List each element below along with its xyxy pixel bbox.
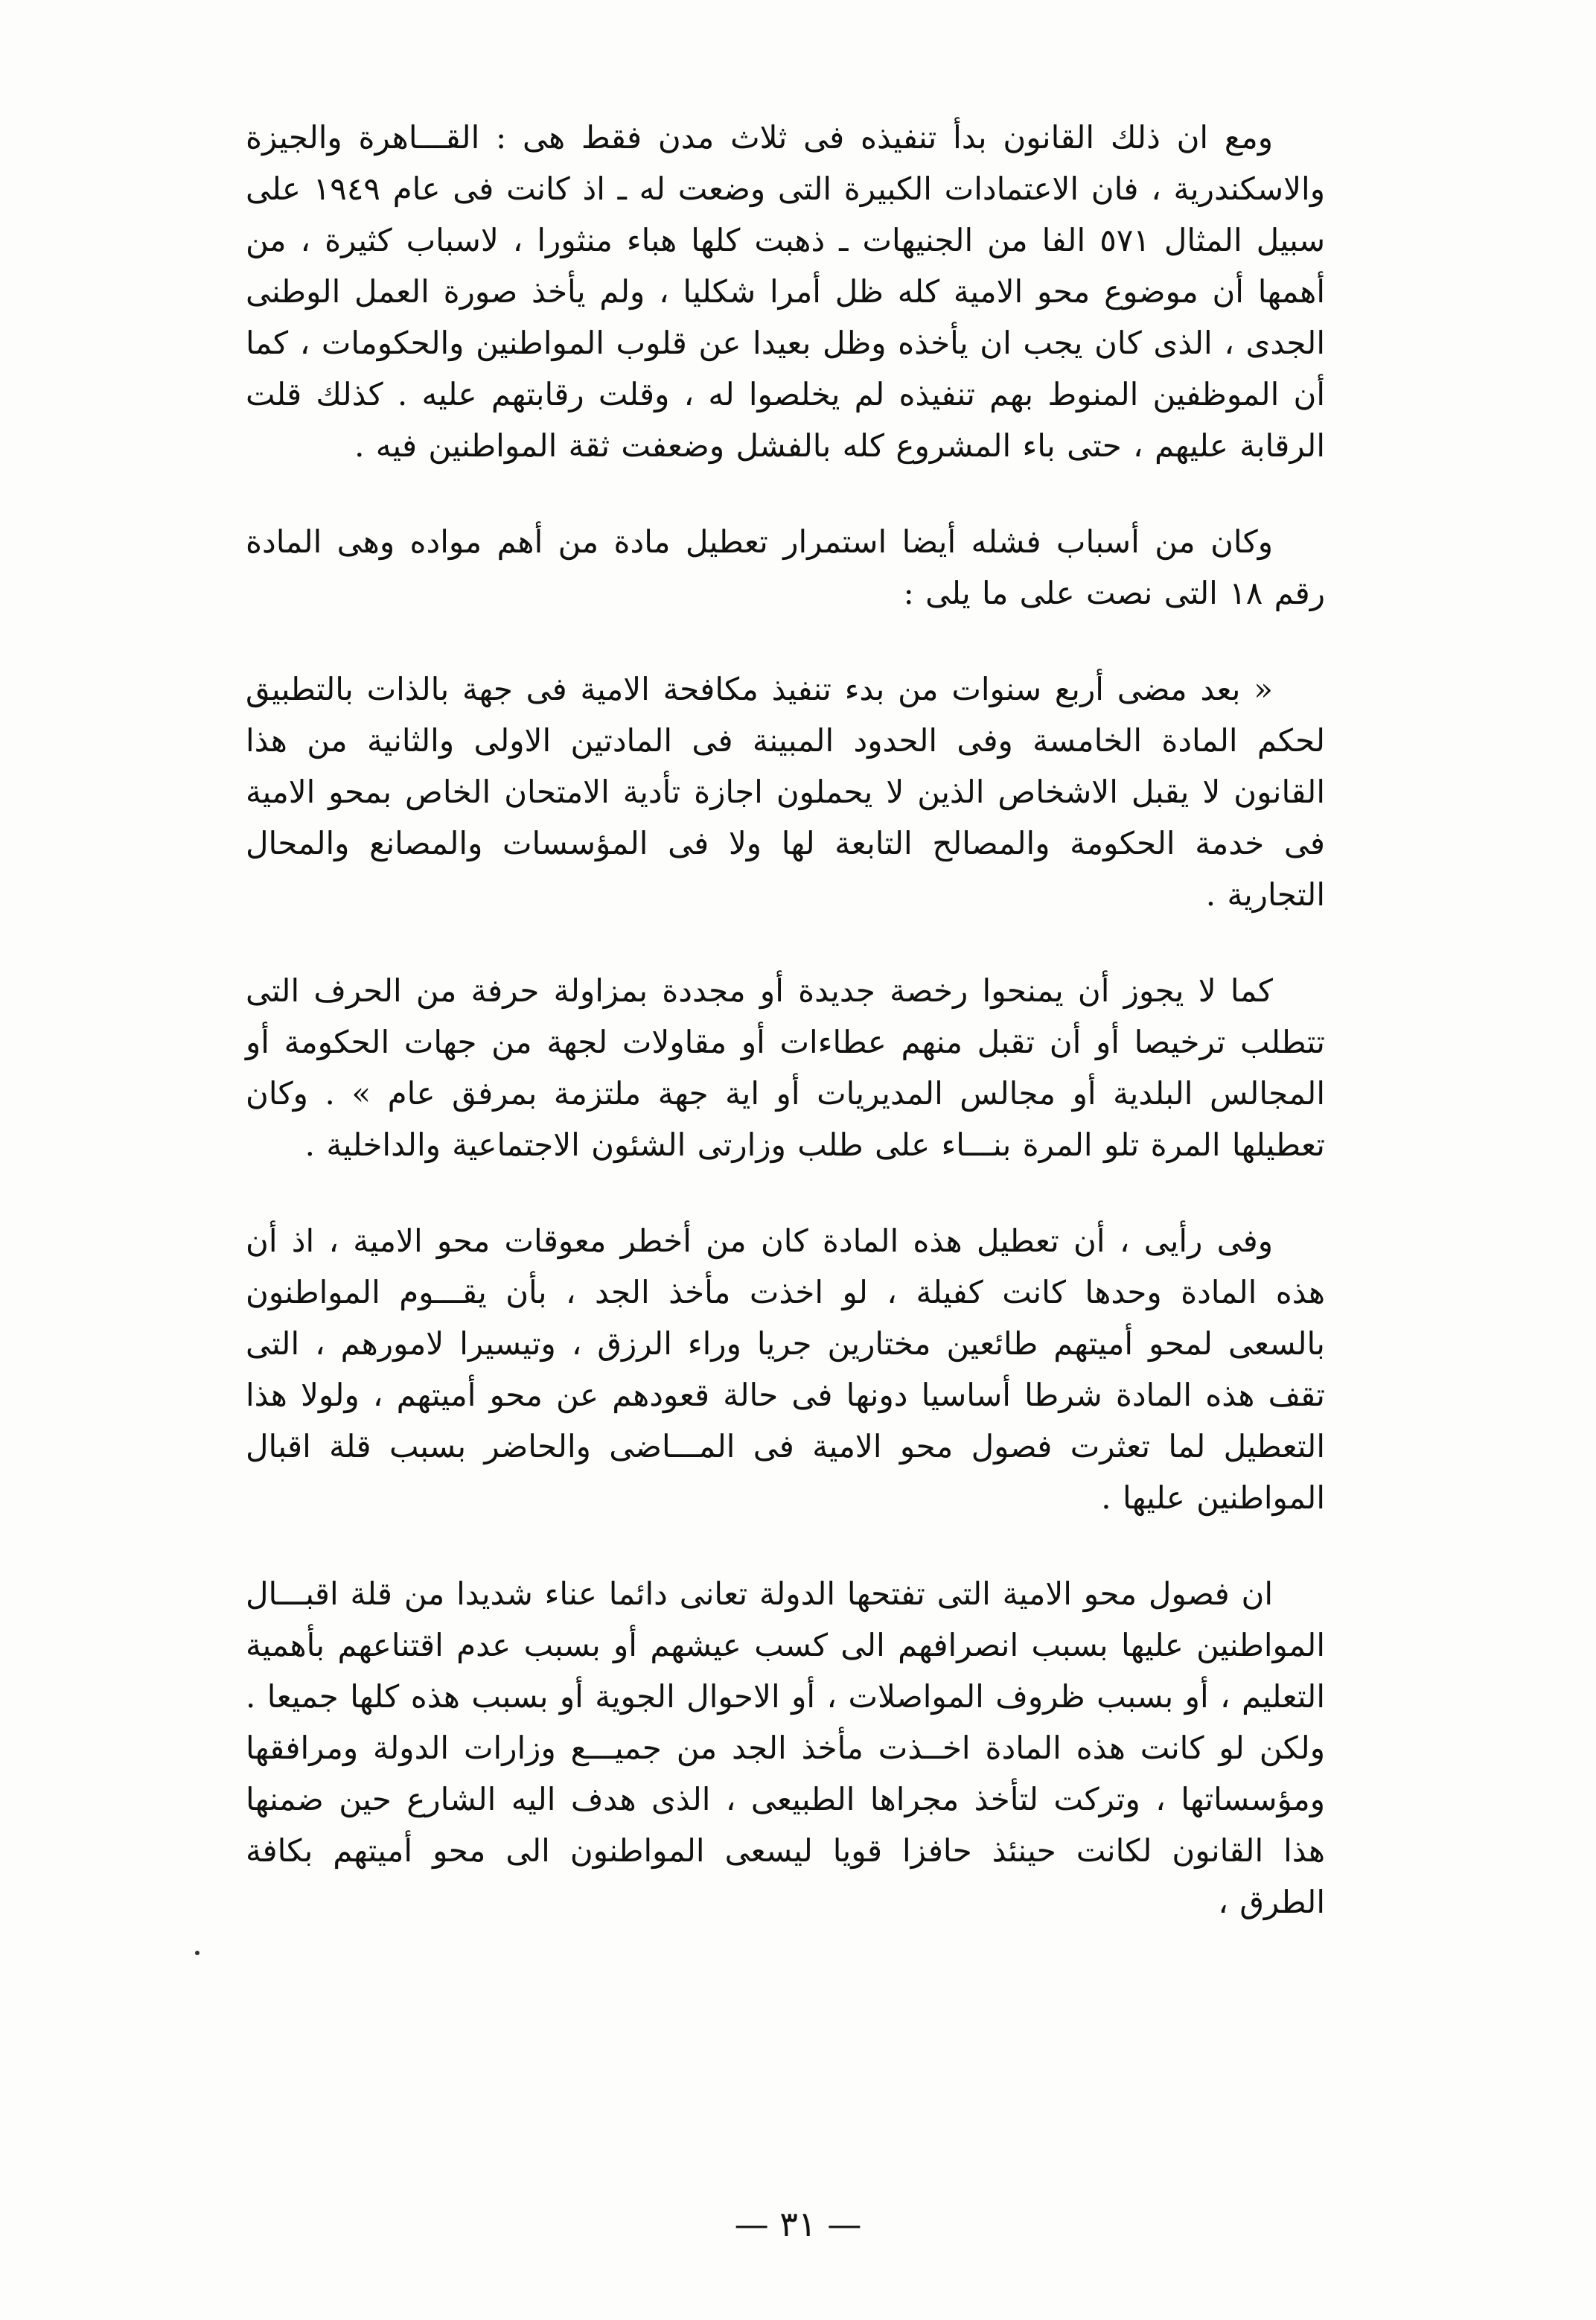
- paragraph-3-quote: « بعد مضى أربع سنوات من بدء تنفيذ مكافحة الامية فى جهة بالذات بالتطبيق لحكم المادة الخامسة وفى الحدود المبينة فى المادتين الاولى والثانية من هذا القانون لا يقبل الاشخاص الذين لا يحملون اجازة تأدية الامتحان الخاص بمحو الامية فى خدمة الحكومة والمصالح التابعة لها ولا فى المؤسسات والمصانع والمحال التجارية .: [246, 671, 1325, 913]
- paragraph-6: ان فصول محو الامية التى تفتحها الدولة تعانى دائما عناء شديدا من قلة اقبـــال المواطنين عليها بسبب انصرافهم الى كسب عيشهم أو بسبب عدم اقتناعهم بأهمية التعليم ، أو بسبب ظروف المواصلات ، أو الاحوال الجوية أو بسبب هذه كلها جميعا . ولكن لو كانت هذه المادة اخــذت مأخذ الجد من جميـــع وزارات الدولة ومرافقها ومؤسساتها ، وتركت لتأخذ مجراها الطبيعى ، الذى هدف اليه الشارع حين ضمنها هذا القانون لكانت حينئذ حافزا قويا ليسعى المواطنون الى محو أميتهم بكافة الطرق ،: [246, 1575, 1325, 1920]
- paragraph-1: ومع ان ذلك القانون بدأ تنفيذه فى ثلاث مدن فقط هى : القـــاهرة والجيزة والاسكندرية ، فان الاعتمادات الكبيرة التى وضعت له ـ اذ كانت فى عام ١٩٤٩ على سبيل المثال ٥٧١ الفا من الجنيهات ـ ذهبت كلها هباء منثورا ، لاسباب كثيرة ، من أهمها أن موضوع محو الامية كله ظل أمرا شكليا ، ولم يأخذ صورة العمل الوطنى الجدى ، الذى كان يجب ان يأخذه وظل بعيدا عن قلوب المواطنين والحكومات ، كما أن الموظفين المنوط بهم تنفيذه لم يخلصوا له ، وقلت رقابتهم عليه . كذلك قلت الرقابة عليهم ، حتى باء المشروع كله بالفشل وضعفت ثقة المواطنين فيه .: [246, 119, 1326, 464]
- scan-speck: [195, 1951, 200, 1955]
- page-number: — ٣١ —: [734, 2204, 862, 2244]
- paragraph-5: وفى رأيى ، أن تعطيل هذه المادة كان من أخطر معوقات محو الامية ، اذ أن هذه المادة وحدها كانت كفيلة ، لو اخذت مأخذ الجد ، بأن يقـــوم المواطنون بالسعى لمحو أميتهم طائعين مختارين جريا وراء الرزق ، وتيسيرا لامورهم ، التى تقف هذه المادة شرطا أساسيا دونها فى حالة قعودهم عن محو أميتهم ، ولولا هذا التعطيل لما تعثرت فصول محو الامية فى المـــاضى والحاضر بسبب قلة اقبال المواطنين عليها .: [246, 1223, 1325, 1516]
- paragraph-4-quote-continued: كما لا يجوز أن يمنحوا رخصة جديدة أو مجددة بمزاولة حرفة من الحرف التى تتطلب ترخيصا أو أن تقبل منهم عطاءات أو مقاولات لجهة من جهات الحكومة أو المجالس البلدية أو مجالس المديريات أو اية جهة ملتزمة بمرفق عام » . وكان تعطيلها المرة تلو المرة بنـــاء على طلب وزارتى الشئون الاجتماعية والداخلية .: [246, 972, 1325, 1163]
- body-text: [246, 112, 1325, 1972]
- paragraph-2: وكان من أسباب فشله أيضا استمرار تعطيل مادة من أهم مواده وهى المادة رقم ١٨ التى نصت على ما يلى :: [246, 523, 1325, 611]
